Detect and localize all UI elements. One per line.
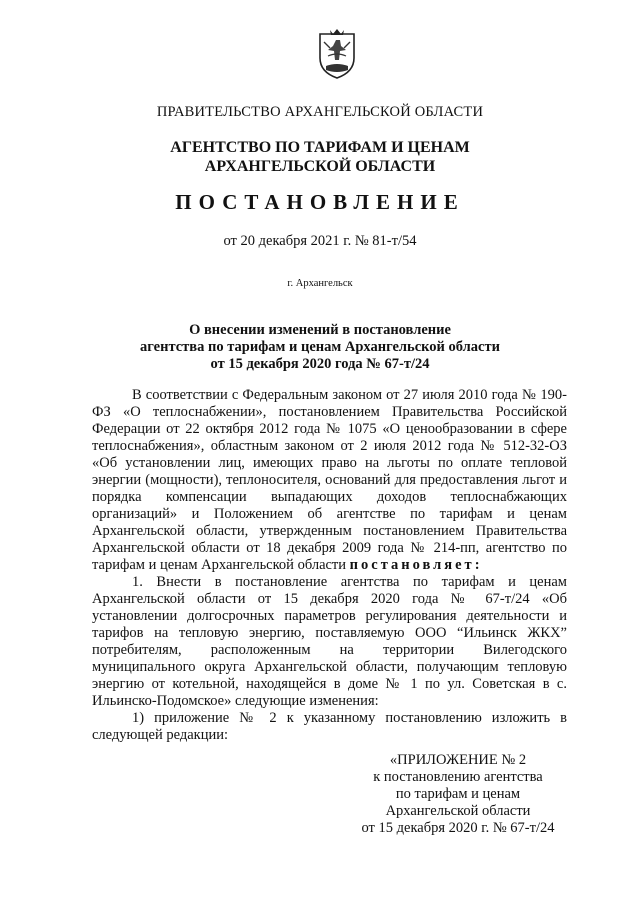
appendix-line2: к постановлению агентства <box>373 769 543 785</box>
agency-heading <box>0 138 640 176</box>
document-date-number: от 20 декабря 2021 г. № 81-т/54 <box>223 233 417 249</box>
subject-line1: О внесении изменений в постановление <box>189 322 451 338</box>
preamble-text: В соответствии с Федеральным законом от 27 июля 2010 года № 190-ФЗ «О теплоснабжении», постановлением Правительства Российской Федерации от 22 октября 2012 года № 1075 «О ценообразовании в сфере теплоснабжения», областным законом от 2 июля 2012 года № 512-32-ОЗ «Об установлении лиц, имеющих право на льготы по оплате тепловой энергии (мощности), теплоносителя, оснований для предоставления льгот и порядка компенсации выпадающих доходов теплоснабжающих организаций» и Положением об агентстве по тарифам и ценам Архангельской области, утвержденным постановлением Правительства Архангельской области от 18 декабря 2009 года № 214-пп, агентство по тарифам и ценам Архангельской области <box>92 387 567 573</box>
document-body <box>92 387 567 744</box>
document-type-title: ПОСТАНОВЛЕНИЕ <box>175 190 465 214</box>
decree-keyword: постановляет <box>349 557 475 573</box>
subject-line2: агентства по тарифам и ценам Архангельской области <box>140 339 500 355</box>
agency-heading-line1: АГЕНТСТВО ПО ТАРИФАМ И ЦЕНАМ <box>170 139 470 156</box>
coat-of-arms-icon <box>316 28 358 80</box>
agency-heading-line2: АРХАНГЕЛЬСКОЙ ОБЛАСТИ <box>204 158 436 175</box>
appendix-line1: «ПРИЛОЖЕНИЕ № 2 <box>389 752 527 768</box>
appendix-line3: по тарифам и ценам <box>395 786 521 802</box>
document-subject <box>0 322 640 373</box>
government-heading: ПРАВИТЕЛЬСТВО АРХАНГЕЛЬСКОЙ ОБЛАСТИ <box>156 104 484 120</box>
subject-line3: от 15 декабря 2020 года № 67-т/24 <box>210 356 430 372</box>
item-1-paragraph: 1. Внести в постановление агентства по тарифам и ценам Архангельской области от 15 декабря 2020 года № 67-т/24 «Об установлении долгосрочных параметров регулирования деятельности и тарифов на тепловую энергию, поставляемую ООО “Ильинск ЖКХ” потребителям, расположенным на территории Вилегодского муниципального округа Архангельской области, получающим тепловую энергию от котельной, находящейся в доме № 1 по ул. Советская в с. Ильинско-Подомское» следующие изменения: <box>92 574 567 709</box>
appendix-line4: Архангельской области <box>385 803 531 819</box>
appendix-line5: от 15 декабря 2020 г. № 67-т/24 <box>361 820 555 836</box>
preamble-paragraph <box>92 387 567 574</box>
appendix-heading <box>350 752 566 837</box>
item-1-1-paragraph: 1) приложение № 2 к указанному постановлению изложить в следующей редакции: <box>92 710 567 743</box>
document-city: г. Архангельск <box>287 278 353 289</box>
decree-keyword-colon: : <box>474 557 483 573</box>
